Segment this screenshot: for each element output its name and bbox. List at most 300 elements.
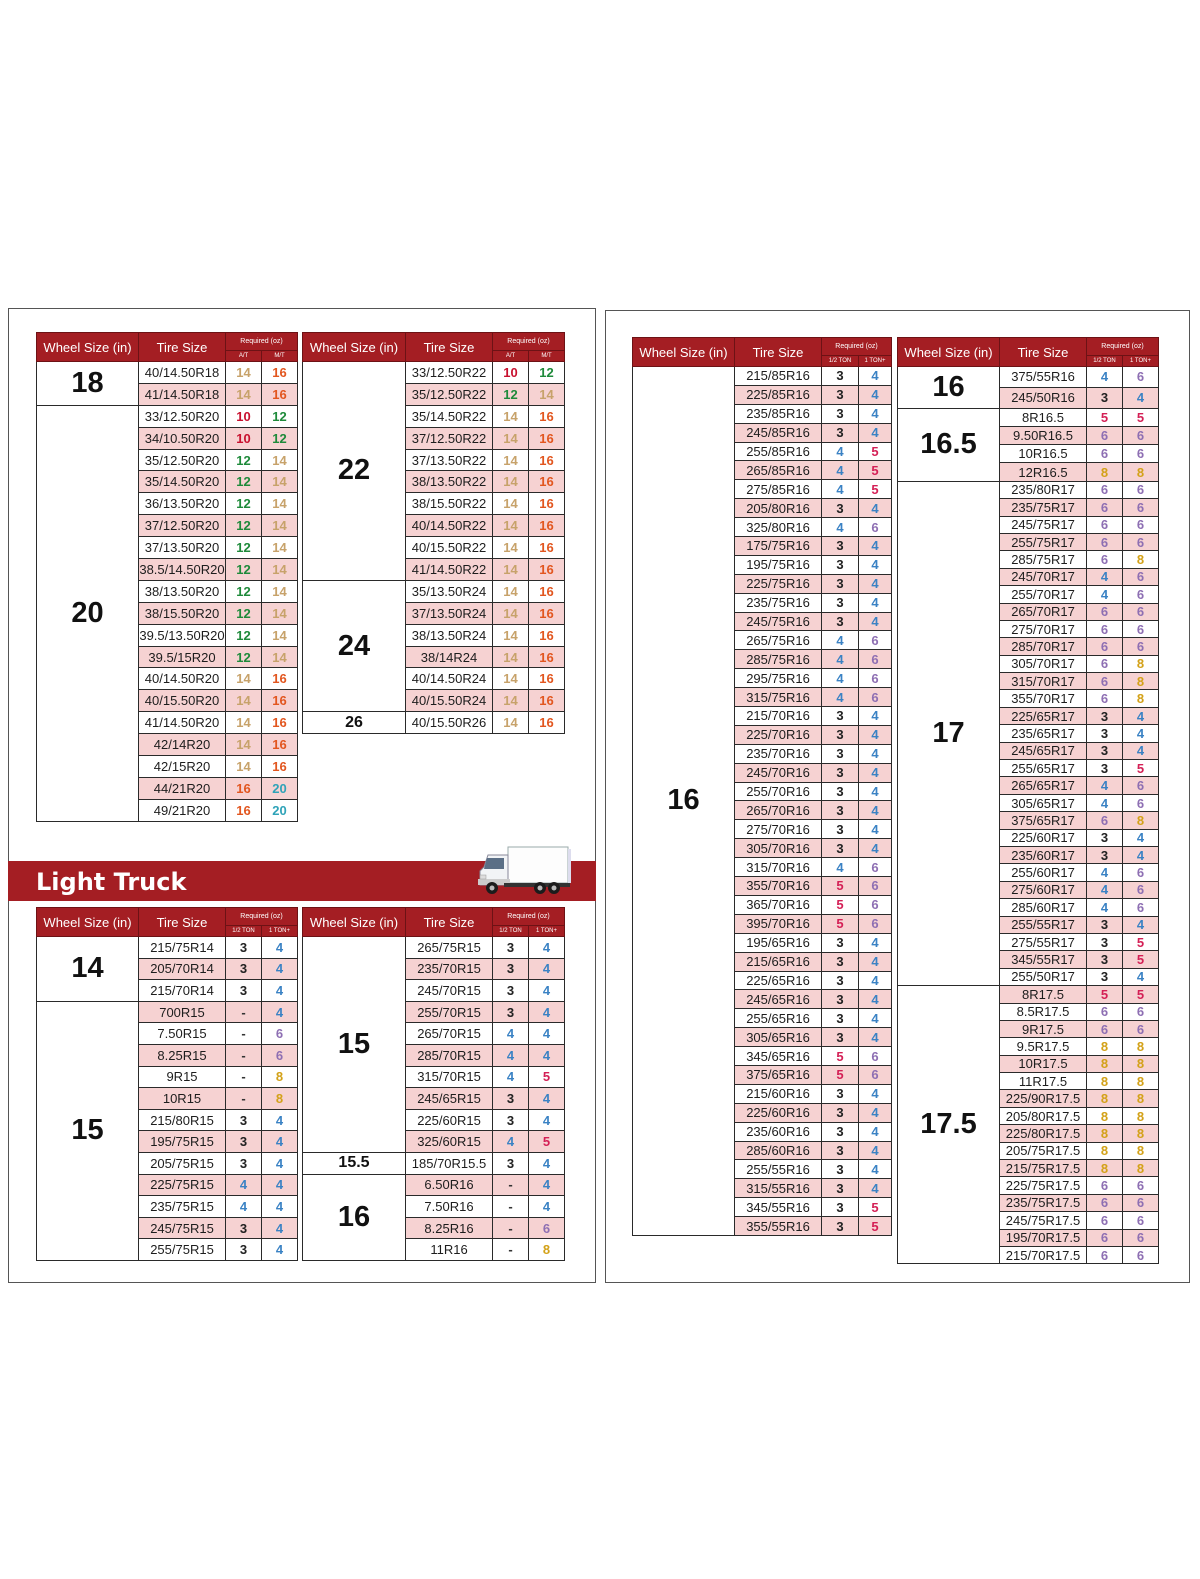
- required-one_ton-cell: 4: [859, 555, 892, 574]
- required-mt-cell: 16: [529, 668, 565, 690]
- tire-size-cell: 285/70R15: [406, 1044, 493, 1066]
- required-half_ton-cell: 3: [226, 980, 262, 1002]
- tire-size-cell: 41/14.50R18: [139, 383, 226, 405]
- required-half_ton-cell: 3: [493, 958, 529, 980]
- required-one_ton-cell: 4: [262, 1239, 298, 1261]
- required-mt-cell: 14: [262, 449, 298, 471]
- tire-size-cell: 205/75R17.5: [1000, 1142, 1087, 1159]
- tire-table-lt-d: [897, 337, 1159, 1264]
- required-one_ton-cell: 4: [529, 1152, 565, 1174]
- tire-size-cell: 255/65R16: [735, 1009, 822, 1028]
- tire-size-cell: 38/13.50R24: [406, 624, 493, 646]
- tire-size-cell: 235/60R17: [1000, 846, 1087, 863]
- tire-size-cell: 315/70R16: [735, 858, 822, 877]
- tire-size-cell: 255/75R17: [1000, 533, 1087, 550]
- tire-size-cell: 10R16.5: [1000, 445, 1087, 463]
- required-half_ton-cell: 3: [822, 820, 859, 839]
- required-one_ton-cell: 6: [262, 1044, 298, 1066]
- required-one_ton-cell: 4: [262, 1131, 298, 1153]
- required-half_ton-cell: -: [493, 1196, 529, 1218]
- required-half_ton-cell: 3: [493, 1001, 529, 1023]
- wheel-size-cell: 20: [37, 405, 139, 821]
- required-half_ton-cell: 3: [822, 537, 859, 556]
- required-one_ton-cell: 4: [262, 1217, 298, 1239]
- tire-table-lt-c: [632, 337, 892, 1236]
- col-header-one_ton: 1 TON+: [1123, 356, 1159, 367]
- required-one_ton-cell: 8: [1123, 1038, 1159, 1055]
- tire-size-cell: 275/70R17: [1000, 620, 1087, 637]
- required-one_ton-cell: 4: [859, 1122, 892, 1141]
- required-one_ton-cell: 6: [1123, 777, 1159, 794]
- required-at-cell: 12: [226, 624, 262, 646]
- required-mt-cell: 14: [262, 493, 298, 515]
- required-one_ton-cell: 5: [859, 1198, 892, 1217]
- tire-size-cell: 215/70R17.5: [1000, 1246, 1087, 1263]
- required-one_ton-cell: 5: [529, 1131, 565, 1153]
- required-at-cell: 16: [226, 799, 262, 821]
- required-one_ton-cell: 4: [859, 952, 892, 971]
- required-half_ton-cell: 6: [1087, 1194, 1123, 1211]
- tire-size-cell: 41/14.50R20: [139, 712, 226, 734]
- tire-table-lt-b: [302, 907, 565, 1261]
- required-half_ton-cell: 3: [226, 1239, 262, 1261]
- required-one_ton-cell: 4: [859, 423, 892, 442]
- tire-size-cell: 265/70R15: [406, 1023, 493, 1045]
- required-half_ton-cell: 3: [822, 801, 859, 820]
- required-half_ton-cell: 3: [226, 958, 262, 980]
- tire-size-cell: 40/14.50R18: [139, 362, 226, 384]
- tire-size-cell: 305/70R17: [1000, 655, 1087, 672]
- table-row: [303, 580, 565, 602]
- tire-size-cell: 285/75R16: [735, 650, 822, 669]
- required-mt-cell: 14: [262, 537, 298, 559]
- required-half_ton-cell: 6: [1087, 603, 1123, 620]
- required-at-cell: 14: [493, 559, 529, 581]
- table-row: [37, 937, 298, 959]
- tire-size-cell: 325/80R16: [735, 518, 822, 537]
- tire-size-cell: 215/75R17.5: [1000, 1160, 1087, 1177]
- tire-size-cell: 12R16.5: [1000, 463, 1087, 481]
- tire-size-cell: 205/80R16: [735, 499, 822, 518]
- required-at-cell: 12: [226, 449, 262, 471]
- required-one_ton-cell: 4: [859, 801, 892, 820]
- required-at-cell: 12: [226, 602, 262, 624]
- required-at-cell: 14: [226, 734, 262, 756]
- required-mt-cell: 14: [529, 383, 565, 405]
- wheel-size-header: Wheel Size (in): [303, 333, 406, 362]
- tire-size-cell: 235/75R15: [139, 1196, 226, 1218]
- required-one_ton-cell: 5: [859, 480, 892, 499]
- required-half_ton-cell: 6: [1087, 445, 1123, 463]
- required-one_ton-cell: 6: [529, 1217, 565, 1239]
- wheel-size-cell: 17.5: [898, 986, 1000, 1264]
- tire-size-cell: 9.50R16.5: [1000, 426, 1087, 444]
- required-oz-header: Required (oz): [1087, 338, 1159, 356]
- tire-size-cell: 315/70R15: [406, 1066, 493, 1088]
- required-half_ton-cell: 4: [1087, 864, 1123, 881]
- tire-size-cell: 295/75R16: [735, 669, 822, 688]
- required-one_ton-cell: 8: [1123, 1090, 1159, 1107]
- required-one_ton-cell: 8: [1123, 812, 1159, 829]
- required-one_ton-cell: 6: [1123, 899, 1159, 916]
- wheel-size-header: Wheel Size (in): [37, 333, 139, 362]
- required-half_ton-cell: 6: [1087, 481, 1123, 498]
- required-one_ton-cell: 6: [262, 1023, 298, 1045]
- required-one_ton-cell: 4: [262, 1109, 298, 1131]
- required-half_ton-cell: 3: [1087, 742, 1123, 759]
- tire-size-cell: 40/15.50R20: [139, 690, 226, 712]
- tire-size-cell: 195/65R16: [735, 933, 822, 952]
- required-at-cell: 10: [226, 405, 262, 427]
- wheel-size-header: Wheel Size (in): [303, 908, 406, 937]
- required-half_ton-cell: 3: [1087, 707, 1123, 724]
- tire-size-cell: 8R17.5: [1000, 986, 1087, 1003]
- tire-size-cell: 255/70R16: [735, 782, 822, 801]
- required-at-cell: 14: [493, 668, 529, 690]
- wheel-size-cell: 16: [898, 367, 1000, 409]
- required-one_ton-cell: 4: [1123, 707, 1159, 724]
- tire-size-cell: 7.50R15: [139, 1023, 226, 1045]
- tire-size-cell: 8R16.5: [1000, 408, 1087, 426]
- col-header-one_ton: 1 TON+: [529, 926, 565, 937]
- required-half_ton-cell: 6: [1087, 620, 1123, 637]
- required-half_ton-cell: 6: [1087, 673, 1123, 690]
- required-at-cell: 14: [493, 471, 529, 493]
- required-half_ton-cell: 8: [1087, 463, 1123, 481]
- required-one_ton-cell: 4: [859, 1028, 892, 1047]
- required-one_ton-cell: 4: [859, 1103, 892, 1122]
- tire-size-cell: 225/85R16: [735, 385, 822, 404]
- tire-size-cell: 37/12.50R20: [139, 515, 226, 537]
- tire-size-cell: 235/75R17.5: [1000, 1194, 1087, 1211]
- required-half_ton-cell: 6: [1087, 638, 1123, 655]
- tire-size-cell: 225/75R16: [735, 574, 822, 593]
- tire-size-cell: 305/70R16: [735, 839, 822, 858]
- tire-size-cell: 41/14.50R22: [406, 559, 493, 581]
- tire-size-cell: 305/65R17: [1000, 794, 1087, 811]
- required-one_ton-cell: 6: [859, 1047, 892, 1066]
- required-one_ton-cell: 4: [859, 499, 892, 518]
- tire-size-cell: 215/85R16: [735, 367, 822, 386]
- required-half_ton-cell: 8: [1087, 1038, 1123, 1055]
- required-one_ton-cell: 6: [1123, 1229, 1159, 1246]
- tire-size-cell: 345/65R16: [735, 1047, 822, 1066]
- required-half_ton-cell: 3: [822, 744, 859, 763]
- tire-size-cell: 36/13.50R20: [139, 493, 226, 515]
- required-half_ton-cell: 4: [226, 1174, 262, 1196]
- required-at-cell: 14: [493, 602, 529, 624]
- tire-size-cell: 245/75R17: [1000, 516, 1087, 533]
- required-mt-cell: 16: [262, 690, 298, 712]
- required-mt-cell: 14: [262, 624, 298, 646]
- tire-size-cell: 255/70R17: [1000, 586, 1087, 603]
- required-one_ton-cell: 4: [529, 1001, 565, 1023]
- required-half_ton-cell: -: [226, 1001, 262, 1023]
- required-one_ton-cell: 4: [859, 612, 892, 631]
- tire-size-cell: 40/14.50R20: [139, 668, 226, 690]
- tire-size-cell: 255/50R17: [1000, 968, 1087, 985]
- required-half_ton-cell: 8: [1087, 1090, 1123, 1107]
- tire-size-cell: 355/55R16: [735, 1217, 822, 1236]
- required-half_ton-cell: 4: [1087, 899, 1123, 916]
- required-one_ton-cell: 5: [529, 1066, 565, 1088]
- required-half_ton-cell: 3: [822, 574, 859, 593]
- required-mt-cell: 16: [262, 734, 298, 756]
- required-half_ton-cell: 6: [1087, 1229, 1123, 1246]
- tire-size-cell: 11R17.5: [1000, 1073, 1087, 1090]
- wheel-size-cell: 26: [303, 712, 406, 734]
- required-one_ton-cell: 4: [1123, 846, 1159, 863]
- tire-size-cell: 235/60R16: [735, 1122, 822, 1141]
- required-one_ton-cell: 8: [1123, 1160, 1159, 1177]
- required-mt-cell: 16: [529, 427, 565, 449]
- wheel-size-cell: 22: [303, 362, 406, 581]
- required-one_ton-cell: 4: [529, 1023, 565, 1045]
- tire-size-cell: 345/55R17: [1000, 951, 1087, 968]
- required-half_ton-cell: 4: [493, 1066, 529, 1088]
- required-one_ton-cell: 4: [529, 1044, 565, 1066]
- required-one_ton-cell: 6: [1123, 1020, 1159, 1037]
- required-mt-cell: 14: [262, 580, 298, 602]
- tire-size-cell: 355/70R16: [735, 877, 822, 896]
- required-one_ton-cell: 4: [859, 971, 892, 990]
- tire-size-cell: 235/70R15: [406, 958, 493, 980]
- required-half_ton-cell: 3: [822, 763, 859, 782]
- required-half_ton-cell: 3: [226, 1131, 262, 1153]
- required-half_ton-cell: 4: [822, 442, 859, 461]
- required-half_ton-cell: 3: [493, 1109, 529, 1131]
- required-half_ton-cell: 4: [822, 461, 859, 480]
- wheel-size-cell: 15: [37, 1001, 139, 1260]
- required-mt-cell: 16: [529, 712, 565, 734]
- required-half_ton-cell: 3: [822, 1009, 859, 1028]
- tire-size-cell: 37/12.50R22: [406, 427, 493, 449]
- required-at-cell: 14: [493, 427, 529, 449]
- required-half_ton-cell: 4: [822, 631, 859, 650]
- required-half_ton-cell: 3: [1087, 916, 1123, 933]
- required-one_ton-cell: 4: [859, 933, 892, 952]
- tire-size-cell: 285/60R16: [735, 1141, 822, 1160]
- required-one_ton-cell: 6: [1123, 499, 1159, 516]
- tire-size-cell: 255/75R15: [139, 1239, 226, 1261]
- required-at-cell: 14: [493, 580, 529, 602]
- tire-size-cell: 265/70R17: [1000, 603, 1087, 620]
- col-header-half_ton: 1/2 TON: [493, 926, 529, 937]
- tire-size-cell: 285/60R17: [1000, 899, 1087, 916]
- required-one_ton-cell: 5: [859, 442, 892, 461]
- required-one_ton-cell: 6: [859, 631, 892, 650]
- tire-size-cell: 395/70R16: [735, 914, 822, 933]
- required-one_ton-cell: 4: [529, 1109, 565, 1131]
- required-one_ton-cell: 6: [1123, 1177, 1159, 1194]
- tire-size-cell: 9.5R17.5: [1000, 1038, 1087, 1055]
- required-at-cell: 14: [493, 624, 529, 646]
- required-oz-header: Required (oz): [226, 333, 298, 351]
- required-mt-cell: 14: [262, 471, 298, 493]
- required-mt-cell: 12: [529, 362, 565, 384]
- required-half_ton-cell: 3: [493, 937, 529, 959]
- required-one_ton-cell: 8: [1123, 1142, 1159, 1159]
- wheel-size-header: Wheel Size (in): [37, 908, 139, 937]
- required-half_ton-cell: 4: [1087, 794, 1123, 811]
- required-half_ton-cell: 3: [822, 367, 859, 386]
- required-one_ton-cell: 4: [529, 1196, 565, 1218]
- tire-size-cell: 39.5/13.50R20: [139, 624, 226, 646]
- tire-size-cell: 7.50R16: [406, 1196, 493, 1218]
- required-one_ton-cell: 6: [859, 858, 892, 877]
- required-mt-cell: 14: [262, 515, 298, 537]
- tire-size-cell: 265/70R16: [735, 801, 822, 820]
- tire-size-cell: 38/13.50R22: [406, 471, 493, 493]
- required-one_ton-cell: 4: [529, 1088, 565, 1110]
- required-half_ton-cell: 6: [1087, 655, 1123, 672]
- required-half_ton-cell: 5: [822, 1065, 859, 1084]
- wheel-size-header: Wheel Size (in): [633, 338, 735, 367]
- required-mt-cell: 16: [529, 690, 565, 712]
- required-half_ton-cell: 6: [1087, 1246, 1123, 1263]
- required-half_ton-cell: 3: [226, 1152, 262, 1174]
- tire-size-cell: 215/60R16: [735, 1084, 822, 1103]
- wheel-size-cell: 15.5: [303, 1152, 406, 1174]
- required-one_ton-cell: 8: [1123, 463, 1159, 481]
- tire-size-cell: 235/75R17: [1000, 499, 1087, 516]
- required-one_ton-cell: 8: [1123, 1055, 1159, 1072]
- table-row: [898, 986, 1159, 1003]
- required-half_ton-cell: 3: [822, 952, 859, 971]
- required-one_ton-cell: 6: [1123, 516, 1159, 533]
- col-header-half_ton: 1/2 TON: [1087, 356, 1123, 367]
- required-half_ton-cell: 8: [1087, 1073, 1123, 1090]
- tire-size-cell: 275/70R16: [735, 820, 822, 839]
- col-header-mt: M/T: [262, 351, 298, 362]
- tire-size-cell: 245/75R17.5: [1000, 1212, 1087, 1229]
- required-one_ton-cell: 8: [1123, 673, 1159, 690]
- required-one_ton-cell: 6: [1123, 533, 1159, 550]
- tire-size-cell: 255/85R16: [735, 442, 822, 461]
- tire-size-cell: 255/55R16: [735, 1160, 822, 1179]
- required-one_ton-cell: 5: [1123, 933, 1159, 950]
- required-half_ton-cell: 3: [822, 385, 859, 404]
- required-mt-cell: 12: [262, 405, 298, 427]
- tire-size-cell: 345/55R16: [735, 1198, 822, 1217]
- tire-size-cell: 11R16: [406, 1239, 493, 1261]
- table-row: [37, 405, 298, 427]
- required-one_ton-cell: 6: [1123, 603, 1159, 620]
- tire-size-cell: 255/70R15: [406, 1001, 493, 1023]
- col-header-mt: M/T: [529, 351, 565, 362]
- required-one_ton-cell: 6: [859, 877, 892, 896]
- tire-size-cell: 700R15: [139, 1001, 226, 1023]
- required-half_ton-cell: 4: [226, 1196, 262, 1218]
- required-one_ton-cell: 6: [1123, 620, 1159, 637]
- tire-size-cell: 245/50R16: [1000, 387, 1087, 408]
- col-header-at: A/T: [493, 351, 529, 362]
- required-one_ton-cell: 6: [1123, 586, 1159, 603]
- required-one_ton-cell: 4: [859, 537, 892, 556]
- tire-size-cell: 38/13.50R20: [139, 580, 226, 602]
- required-half_ton-cell: 3: [226, 1109, 262, 1131]
- required-one_ton-cell: 4: [859, 404, 892, 423]
- required-half_ton-cell: 3: [226, 937, 262, 959]
- required-one_ton-cell: 4: [262, 1152, 298, 1174]
- tire-size-header: Tire Size: [406, 908, 493, 937]
- tire-size-cell: 37/13.50R24: [406, 602, 493, 624]
- wheel-size-cell: 14: [37, 937, 139, 1002]
- required-half_ton-cell: 3: [1087, 760, 1123, 777]
- required-one_ton-cell: 6: [1123, 1246, 1159, 1263]
- required-one_ton-cell: 4: [262, 1001, 298, 1023]
- required-half_ton-cell: 5: [822, 1047, 859, 1066]
- required-mt-cell: 14: [262, 602, 298, 624]
- tire-size-cell: 33/12.50R20: [139, 405, 226, 427]
- tire-size-cell: 265/75R15: [406, 937, 493, 959]
- truck-icon: [474, 841, 574, 901]
- required-at-cell: 14: [493, 515, 529, 537]
- required-one_ton-cell: 4: [1123, 968, 1159, 985]
- required-half_ton-cell: 5: [1087, 986, 1123, 1003]
- required-half_ton-cell: -: [226, 1023, 262, 1045]
- required-one_ton-cell: 4: [859, 385, 892, 404]
- required-half_ton-cell: -: [493, 1174, 529, 1196]
- required-one_ton-cell: 6: [1123, 367, 1159, 388]
- required-half_ton-cell: 3: [822, 1160, 859, 1179]
- required-one_ton-cell: 6: [859, 650, 892, 669]
- required-mt-cell: 16: [262, 362, 298, 384]
- tire-size-cell: 35/13.50R24: [406, 580, 493, 602]
- tire-size-cell: 225/65R16: [735, 971, 822, 990]
- tire-size-cell: 235/70R16: [735, 744, 822, 763]
- table-row: [898, 367, 1159, 388]
- required-half_ton-cell: 6: [1087, 516, 1123, 533]
- required-half_ton-cell: 3: [1087, 387, 1123, 408]
- required-half_ton-cell: 3: [1087, 829, 1123, 846]
- required-half_ton-cell: 3: [822, 1122, 859, 1141]
- required-mt-cell: 20: [262, 799, 298, 821]
- tire-size-cell: 245/75R15: [139, 1217, 226, 1239]
- tire-size-cell: 375/65R17: [1000, 812, 1087, 829]
- required-at-cell: 14: [493, 405, 529, 427]
- tire-size-cell: 40/14.50R22: [406, 515, 493, 537]
- required-at-cell: 14: [493, 537, 529, 559]
- tire-size-cell: 255/60R17: [1000, 864, 1087, 881]
- required-one_ton-cell: 8: [529, 1239, 565, 1261]
- tire-table-lt-a: [36, 907, 298, 1261]
- tire-size-cell: 215/70R14: [139, 980, 226, 1002]
- tire-size-cell: 35/12.50R20: [139, 449, 226, 471]
- required-at-cell: 14: [226, 668, 262, 690]
- required-at-cell: 14: [226, 383, 262, 405]
- col-header-one_ton: 1 TON+: [859, 356, 892, 367]
- required-one_ton-cell: 4: [529, 937, 565, 959]
- tire-size-cell: 35/14.50R22: [406, 405, 493, 427]
- tire-size-cell: 40/14.50R24: [406, 668, 493, 690]
- required-mt-cell: 14: [262, 646, 298, 668]
- required-one_ton-cell: 4: [859, 574, 892, 593]
- required-one_ton-cell: 6: [1123, 568, 1159, 585]
- required-one_ton-cell: 4: [1123, 725, 1159, 742]
- required-half_ton-cell: 3: [1087, 968, 1123, 985]
- required-half_ton-cell: 3: [822, 1141, 859, 1160]
- tire-size-cell: 35/12.50R22: [406, 383, 493, 405]
- required-mt-cell: 16: [262, 756, 298, 778]
- wheel-size-cell: 16: [633, 367, 735, 1236]
- required-one_ton-cell: 6: [1123, 881, 1159, 898]
- required-one_ton-cell: 4: [262, 958, 298, 980]
- required-half_ton-cell: 4: [493, 1044, 529, 1066]
- required-mt-cell: 20: [262, 777, 298, 799]
- required-half_ton-cell: 4: [822, 858, 859, 877]
- required-one_ton-cell: 6: [859, 895, 892, 914]
